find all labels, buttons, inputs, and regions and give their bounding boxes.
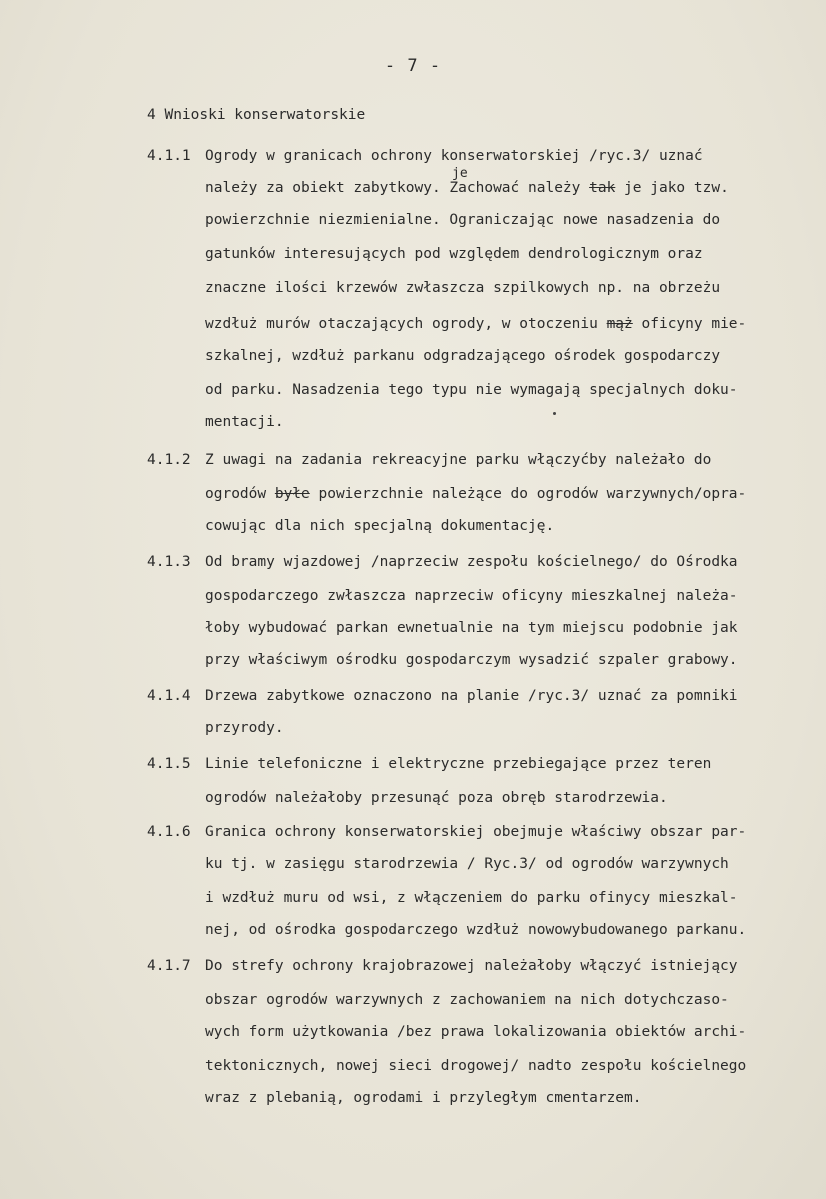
text-line: Do strefy ochrony krajobrazowej należałoby włączyć istniejący bbox=[205, 958, 738, 974]
struck-word: byłe bbox=[274, 486, 310, 502]
text-line: wych form użytkowania /bez prawa lokalizowania obiektów archi- bbox=[205, 1024, 747, 1040]
item-number: 4.1.4 bbox=[147, 688, 191, 704]
text-line: Linie telefoniczne i elektryczne przebiegające przez teren bbox=[205, 756, 712, 772]
ink-speck bbox=[553, 412, 556, 415]
text-line: nej, od ośrodka gospodarczego wzdłuż nowowybudowanego parkanu. bbox=[205, 922, 747, 938]
struck-word: tak bbox=[589, 180, 616, 196]
text-line: mentacji. bbox=[205, 414, 284, 430]
text-line: łoby wybudować parkan ewnetualnie na tym miejscu podobnie jak bbox=[205, 620, 738, 636]
text-line: obszar ogrodów warzywnych z zachowaniem na nich dotychczaso- bbox=[205, 992, 729, 1008]
text-line: gatunków interesujących pod względem dendrologicznym oraz bbox=[205, 246, 703, 262]
text-line: tektonicznych, nowej sieci drogowej/ nadto zespołu kościelnego bbox=[205, 1058, 747, 1074]
text-line: gospodarczego zwłaszcza naprzeciw oficyny mieszkalnej należa- bbox=[205, 588, 738, 604]
text-line: przy właściwym ośrodku gospodarczym wysadzić szpaler grabowy. bbox=[205, 652, 738, 668]
text-line: ku tj. w zasięgu starodrzewia / Ryc.3/ od ogrodów warzywnych bbox=[205, 856, 729, 872]
text-line: wzdłuż murów otaczających ogrody, w otoczeniu mąż oficyny mie- bbox=[205, 316, 747, 332]
text-line: Granica ochrony konserwatorskiej obejmuje właściwy obszar par- bbox=[205, 824, 747, 840]
text-line: Od bramy wjazdowej /naprzeciw zespołu kościelnego/ do Ośrodka bbox=[205, 554, 738, 570]
text-line: należy za obiekt zabytkowy. Zachować należy tak je jako tzw. bbox=[205, 180, 729, 196]
struck-word: mąż bbox=[606, 316, 633, 332]
text-line: ogrodów należałoby przesunąć poza obręb starodrzewia. bbox=[205, 790, 668, 806]
text-line: ogrodów byłe powierzchnie należące do ogrodów warzywnych/opra- bbox=[205, 486, 747, 502]
section-heading: 4 Wnioski konserwatorskie bbox=[147, 107, 366, 123]
item-number: 4.1.6 bbox=[147, 824, 191, 840]
item-number: 4.1.7 bbox=[147, 958, 191, 974]
item-number: 4.1.5 bbox=[147, 756, 191, 772]
text-line: znaczne ilości krzewów zwłaszcza szpilkowych np. na obrzeżu bbox=[205, 280, 721, 296]
item-number: 4.1.1 bbox=[147, 148, 191, 164]
text-line: i wzdłuż muru od wsi, z włączeniem do parku ofinycy mieszkal- bbox=[205, 890, 738, 906]
text-line: szkalnej, wzdłuż parkanu odgradzającego ośrodek gospodarczy bbox=[205, 348, 721, 364]
item-number: 4.1.2 bbox=[147, 452, 191, 468]
text-line: Drzewa zabytkowe oznaczono na planie /ryc.3/ uznać za pomniki bbox=[205, 688, 738, 704]
text-line: Ogrody w granicach ochrony konserwatorskiej /ryc.3/ uznać bbox=[205, 148, 703, 164]
text-line: wraz z plebanią, ogrodami i przyległym cmentarzem. bbox=[205, 1090, 642, 1106]
text-line: przyrody. bbox=[205, 720, 284, 736]
text-line: od parku. Nasadzenia tego typu nie wymagają specjalnych doku- bbox=[205, 382, 738, 398]
text-line: cowując dla nich specjalną dokumentację. bbox=[205, 518, 555, 534]
page-number: - 7 - bbox=[384, 56, 442, 76]
item-number: 4.1.3 bbox=[147, 554, 191, 570]
text-line: Z uwagi na zadania rekreacyjne parku włączyćby należało do bbox=[205, 452, 712, 468]
handwritten-insertion: je bbox=[452, 166, 468, 181]
text-line: powierzchnie niezmienialne. Ograniczając nowe nasadzenia do bbox=[205, 212, 721, 228]
